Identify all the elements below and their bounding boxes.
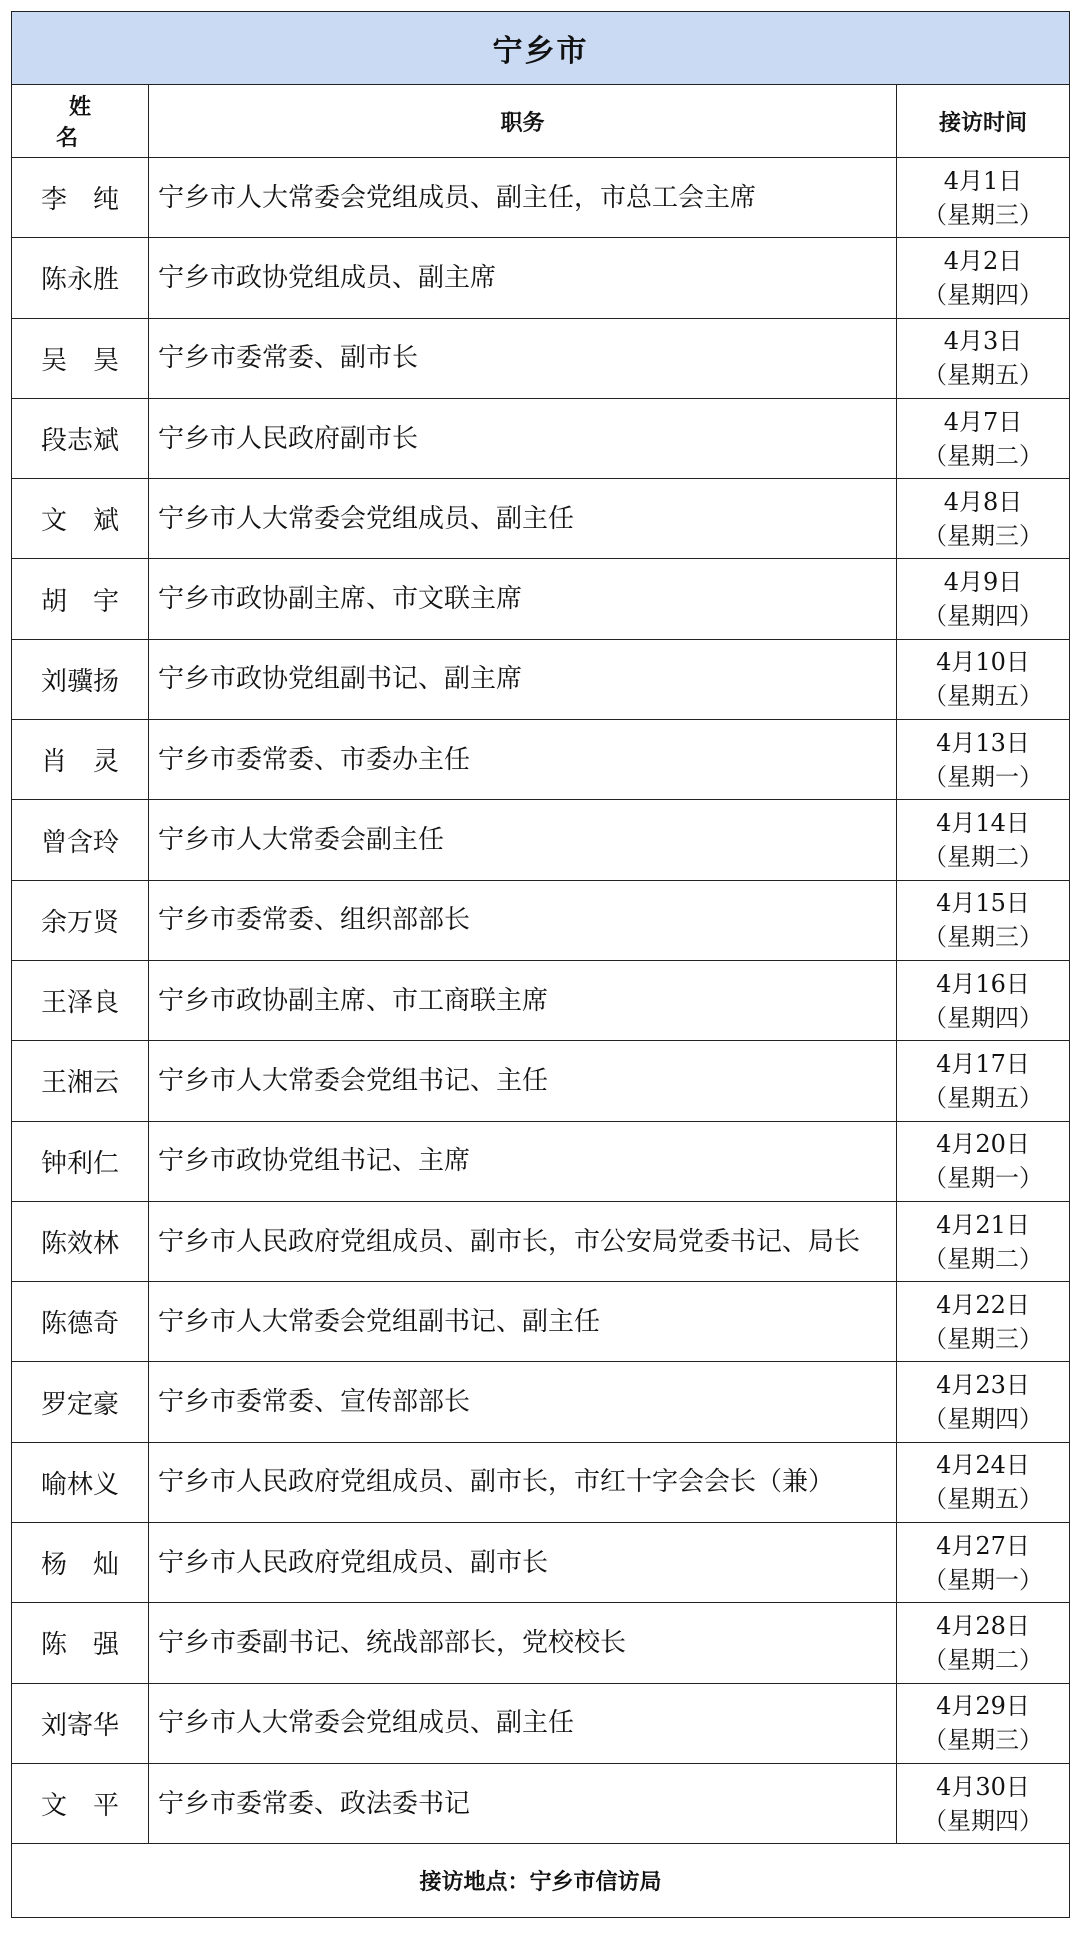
official-name: 曾含玲 <box>12 800 149 880</box>
official-duty: 宁乡市政协副主席、市工商联主席 <box>149 960 897 1040</box>
reception-weekday: （星期一） <box>923 1164 1043 1193</box>
reception-date: 4月17日 <box>936 1049 1030 1078</box>
table-row <box>12 1523 1070 1603</box>
official-name: 罗定豪 <box>12 1362 149 1442</box>
table-row <box>12 1282 1070 1362</box>
reception-weekday: （星期五） <box>923 1485 1043 1514</box>
reception-weekday: （星期五） <box>923 1083 1043 1112</box>
reception-time <box>897 1763 1070 1843</box>
official-duty: 宁乡市人大常委会党组副书记、副主任 <box>149 1282 897 1362</box>
reception-date: 4月9日 <box>943 568 1023 597</box>
official-duty: 宁乡市人大常委会党组成员、副主任 <box>149 1683 897 1763</box>
official-name: 王湘云 <box>12 1041 149 1121</box>
reception-weekday: （星期一） <box>923 1565 1043 1594</box>
reception-time <box>897 479 1070 559</box>
reception-weekday: （星期二） <box>923 1645 1043 1674</box>
reception-location: 接访地点：宁乡市信访局 <box>12 1844 1070 1918</box>
reception-date: 4月22日 <box>936 1290 1030 1319</box>
reception-date: 4月29日 <box>936 1692 1030 1721</box>
reception-date: 4月13日 <box>936 728 1030 757</box>
official-name: 刘寄华 <box>12 1683 149 1763</box>
reception-date: 4月1日 <box>943 166 1023 195</box>
official-name: 余万贤 <box>12 880 149 960</box>
table-row <box>12 1763 1070 1843</box>
reception-weekday: （星期四） <box>923 1806 1043 1835</box>
reception-time <box>897 800 1070 880</box>
reception-time <box>897 158 1070 238</box>
table-row <box>12 1201 1070 1281</box>
reception-weekday: （星期二） <box>923 843 1043 872</box>
reception-time <box>897 1282 1070 1362</box>
reception-time <box>897 1683 1070 1763</box>
table-row <box>12 1442 1070 1522</box>
official-name: 喻林义 <box>12 1442 149 1522</box>
official-duty: 宁乡市委常委、副市长 <box>149 318 897 398</box>
reception-weekday: （星期三） <box>923 1324 1043 1353</box>
table-row <box>12 559 1070 639</box>
reception-time <box>897 1041 1070 1121</box>
official-name: 肖 灵 <box>12 720 149 800</box>
reception-time <box>897 559 1070 639</box>
reception-date: 4月21日 <box>936 1210 1030 1239</box>
table-row <box>12 158 1070 238</box>
reception-date: 4月27日 <box>936 1531 1030 1560</box>
reception-schedule-table <box>11 11 1070 1918</box>
reception-weekday: （星期二） <box>923 441 1043 470</box>
table-title: 宁乡市 <box>12 12 1070 85</box>
official-duty: 宁乡市人大常委会党组书记、主任 <box>149 1041 897 1121</box>
table-row <box>12 1683 1070 1763</box>
official-name: 陈德奇 <box>12 1282 149 1362</box>
reception-date: 4月20日 <box>936 1130 1030 1159</box>
table-row <box>12 1041 1070 1121</box>
reception-time <box>897 720 1070 800</box>
reception-time <box>897 238 1070 318</box>
table-row <box>12 479 1070 559</box>
table-row <box>12 960 1070 1040</box>
reception-time <box>897 639 1070 719</box>
table-row <box>12 720 1070 800</box>
official-duty: 宁乡市人大常委会党组成员、副主任，市总工会主席 <box>149 158 897 238</box>
official-name: 钟利仁 <box>12 1121 149 1201</box>
official-name: 文 斌 <box>12 479 149 559</box>
reception-date: 4月24日 <box>936 1451 1030 1480</box>
reception-time <box>897 1523 1070 1603</box>
official-name: 王泽良 <box>12 960 149 1040</box>
official-duty: 宁乡市人民政府党组成员、副市长 <box>149 1523 897 1603</box>
official-duty: 宁乡市人大常委会副主任 <box>149 800 897 880</box>
official-name: 段志斌 <box>12 398 149 478</box>
reception-weekday: （星期三） <box>923 521 1043 550</box>
reception-date: 4月30日 <box>936 1772 1030 1801</box>
official-duty: 宁乡市委副书记、统战部部长，党校校长 <box>149 1603 897 1683</box>
table-row <box>12 1121 1070 1201</box>
table-row <box>12 800 1070 880</box>
reception-time <box>897 960 1070 1040</box>
reception-weekday: （星期五） <box>923 682 1043 711</box>
table-row <box>12 639 1070 719</box>
reception-date: 4月23日 <box>936 1371 1030 1400</box>
reception-weekday: （星期四） <box>923 1405 1043 1434</box>
reception-date: 4月16日 <box>936 969 1030 998</box>
official-duty: 宁乡市人民政府副市长 <box>149 398 897 478</box>
official-duty: 宁乡市委常委、市委办主任 <box>149 720 897 800</box>
reception-time <box>897 1201 1070 1281</box>
reception-weekday: （星期二） <box>923 1244 1043 1273</box>
header-duty: 职务 <box>149 85 897 158</box>
reception-weekday: （星期一） <box>923 762 1043 791</box>
official-name: 陈 强 <box>12 1603 149 1683</box>
header-name: 姓 名 <box>12 85 149 158</box>
official-duty: 宁乡市委常委、组织部部长 <box>149 880 897 960</box>
reception-time <box>897 318 1070 398</box>
official-duty: 宁乡市委常委、政法委书记 <box>149 1763 897 1843</box>
official-duty: 宁乡市政协党组副书记、副主席 <box>149 639 897 719</box>
official-name: 陈永胜 <box>12 238 149 318</box>
table-row <box>12 398 1070 478</box>
official-duty: 宁乡市人大常委会党组成员、副主任 <box>149 479 897 559</box>
header-row <box>12 85 1070 158</box>
reception-time <box>897 398 1070 478</box>
reception-time <box>897 880 1070 960</box>
official-duty: 宁乡市政协党组成员、副主席 <box>149 238 897 318</box>
reception-weekday: （星期四） <box>923 602 1043 631</box>
reception-weekday: （星期四） <box>923 1003 1043 1032</box>
reception-weekday: （星期三） <box>923 1726 1043 1755</box>
reception-weekday: （星期三） <box>923 200 1043 229</box>
official-name: 陈效林 <box>12 1201 149 1281</box>
reception-time <box>897 1442 1070 1522</box>
official-name: 李 纯 <box>12 158 149 238</box>
reception-date: 4月15日 <box>936 889 1030 918</box>
table-row <box>12 1603 1070 1683</box>
table-row <box>12 880 1070 960</box>
table-row <box>12 1362 1070 1442</box>
table-row <box>12 238 1070 318</box>
header-time: 接访时间 <box>897 85 1070 158</box>
title-row <box>12 12 1070 85</box>
reception-date: 4月14日 <box>936 809 1030 838</box>
reception-date: 4月28日 <box>936 1611 1030 1640</box>
official-duty: 宁乡市人民政府党组成员、副市长，市红十字会会长（兼） <box>149 1442 897 1522</box>
table-row <box>12 318 1070 398</box>
official-name: 文 平 <box>12 1763 149 1843</box>
reception-weekday: （星期四） <box>923 280 1043 309</box>
reception-weekday: （星期三） <box>923 923 1043 952</box>
reception-weekday: （星期五） <box>923 361 1043 390</box>
official-duty: 宁乡市政协副主席、市文联主席 <box>149 559 897 639</box>
reception-date: 4月10日 <box>936 648 1030 677</box>
official-duty: 宁乡市政协党组书记、主席 <box>149 1121 897 1201</box>
reception-time <box>897 1362 1070 1442</box>
official-name: 胡 宇 <box>12 559 149 639</box>
reception-date: 4月8日 <box>943 487 1023 516</box>
official-name: 吴 昊 <box>12 318 149 398</box>
official-duty: 宁乡市委常委、宣传部部长 <box>149 1362 897 1442</box>
footer-row <box>12 1844 1070 1918</box>
reception-time <box>897 1603 1070 1683</box>
reception-date: 4月3日 <box>943 327 1023 356</box>
official-name: 刘骥扬 <box>12 639 149 719</box>
official-duty: 宁乡市人民政府党组成员、副市长，市公安局党委书记、局长 <box>149 1201 897 1281</box>
official-name: 杨 灿 <box>12 1523 149 1603</box>
reception-time <box>897 1121 1070 1201</box>
reception-date: 4月7日 <box>943 407 1023 436</box>
reception-date: 4月2日 <box>943 246 1023 275</box>
